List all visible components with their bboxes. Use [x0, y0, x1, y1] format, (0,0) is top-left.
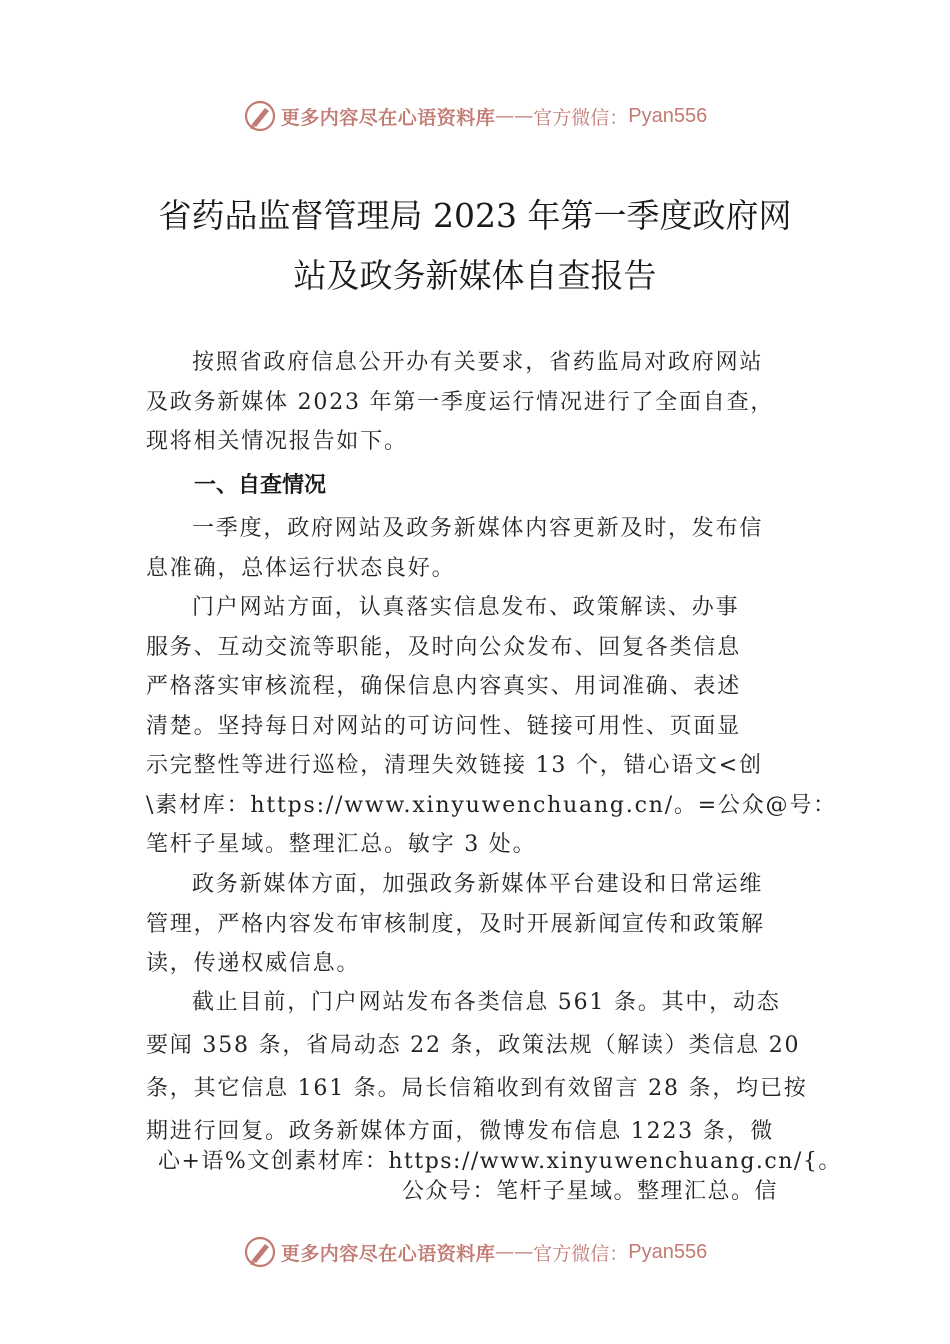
- text-line: 公众号：笔杆子星域。整理汇总。信: [402, 1179, 779, 1204]
- text-line: 示完整性等进行巡检，清理失效链接 13 个，错心语文<创: [146, 753, 763, 778]
- text-line: 政务新媒体方面，加强政务新媒体平台建设和日常运维: [192, 872, 764, 897]
- section-heading: 一、自查情况: [194, 473, 327, 498]
- banner-text: 更多内容尽在心语资料库: [280, 1242, 496, 1265]
- text-line: 期进行回复。政务新媒体方面，微博发布信息 1223 条，微: [146, 1119, 775, 1144]
- text-line: 截止目前，门户网站发布各类信息 561 条。其中，动态: [192, 990, 781, 1015]
- paragraph-new-media: [146, 865, 806, 984]
- text-line: 心+语%文创素材库：https://www.xinyuwenchuang.cn/{。: [158, 1149, 842, 1174]
- text-line: 管理，严格内容发布审核制度，及时开展新闻宣传和政策解: [146, 911, 765, 937]
- text-line: 要闻 358 条，省局动态 22 条，政策法规（解读）类信息 20: [146, 1033, 801, 1058]
- banner-wechat-label: 官方微信：: [533, 106, 629, 129]
- text-line: 息准确，总体运行状态良好。: [146, 555, 456, 581]
- footer-banner: [0, 1232, 950, 1272]
- title-line-2: 站及政务新媒体自查报告: [293, 256, 657, 295]
- banner-wechat-id: Pyan556: [628, 104, 708, 127]
- header-banner: [0, 96, 950, 136]
- text-line: 一季度，政府网站及政务新媒体内容更新及时，发布信: [192, 516, 764, 541]
- banner-dash: ——: [495, 105, 534, 127]
- paragraph-statistics: [146, 981, 806, 1153]
- text-line: 服务、互动交流等职能，及时向公众发布、回复各类信息: [146, 634, 742, 660]
- text-line: 门户网站方面，认真落实信息发布、政策解读、办事: [192, 595, 740, 620]
- banner-wechat-id: Pyan556: [628, 1240, 708, 1263]
- text-line: \素材库：https://www.xinyuwenchuang.cn/。=公众@号：: [146, 792, 837, 818]
- title-line-1: 省药品监督管理局 2023 年第一季度政府网: [158, 196, 792, 235]
- text-line: 条，其它信息 161 条。局长信箱收到有效留言 28 条，均已按: [146, 1076, 808, 1101]
- banner-wechat-label: 官方微信：: [533, 1242, 629, 1265]
- text-line: 严格落实审核流程，确保信息内容真实、用词准确、表述: [146, 674, 742, 699]
- document-title: [120, 186, 830, 306]
- pen-logo-icon: [243, 1235, 277, 1269]
- text-line: 读，传递权威信息。: [146, 951, 361, 976]
- paragraph-overview: [146, 509, 806, 588]
- paragraph-portal: [146, 588, 837, 865]
- text-line: 现将相关情况报告如下。: [146, 429, 408, 454]
- overlay-text: [158, 1147, 842, 1207]
- intro-paragraph: [146, 343, 806, 462]
- text-line: 清楚。坚持每日对网站的可访问性、链接可用性、页面显: [146, 713, 742, 739]
- text-line: 按照省政府信息公开办有关要求，省药监局对政府网站: [192, 350, 764, 375]
- text-line: 及政务新媒体 2023 年第一季度运行情况进行了全面自查，: [146, 389, 775, 415]
- text-line: 笔杆子星域。整理汇总。敏字 3 处。: [146, 832, 537, 857]
- pen-logo-icon: [243, 99, 277, 133]
- banner-dash: ——: [495, 1241, 534, 1263]
- banner-text: 更多内容尽在心语资料库: [280, 106, 496, 129]
